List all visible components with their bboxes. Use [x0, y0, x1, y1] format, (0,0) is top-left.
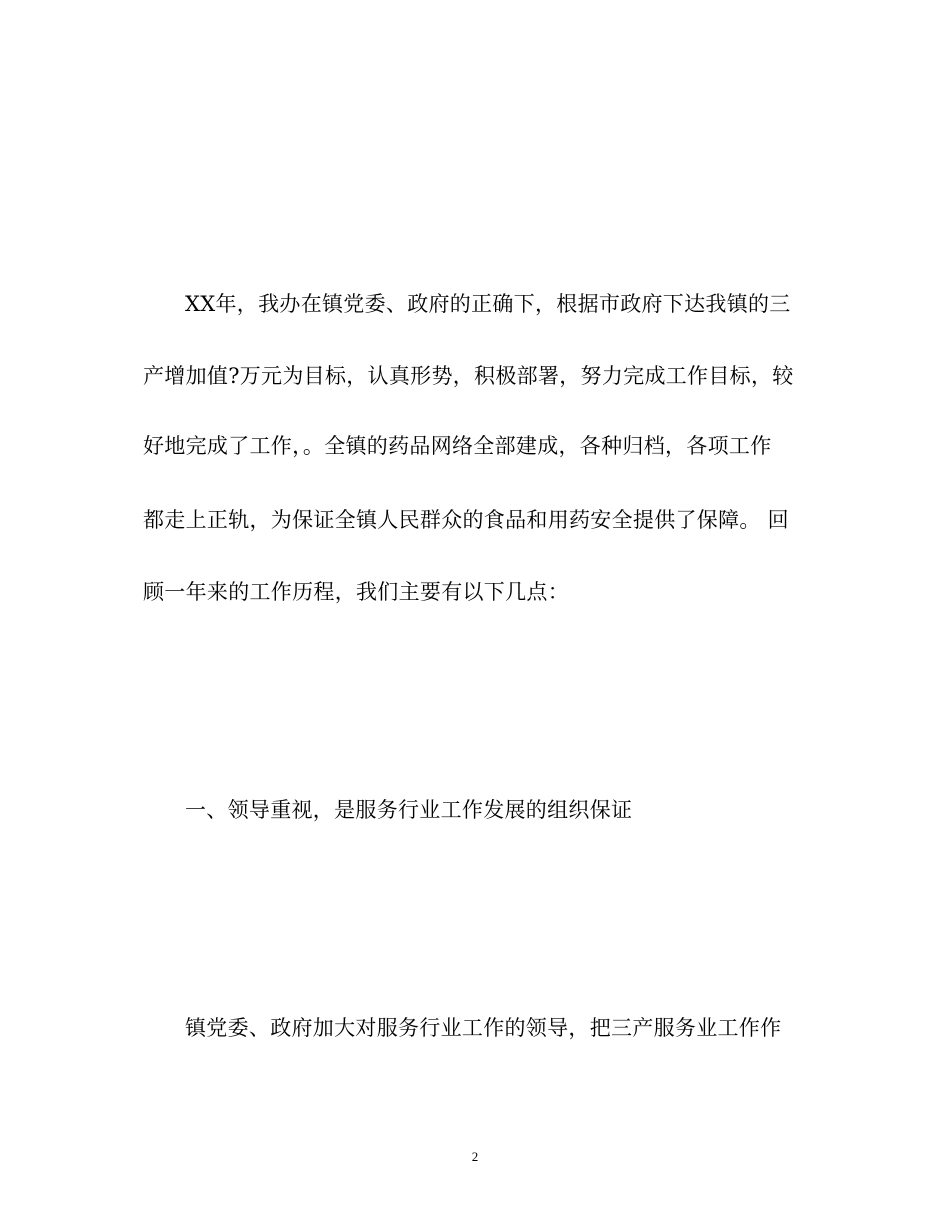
paragraph-1-line-1: XX年，我办在镇党委、政府的正确下，根据市政府下达我镇的三	[185, 292, 791, 316]
paragraph-1-line-4: 都走上正轨，为保证全镇人民群众的食品和用药安全提供了保障。 回	[143, 508, 789, 532]
section-heading-1: 一、领导重视，是服务行业工作发展的组织保证	[185, 798, 633, 822]
paragraph-1-line-2: 产增加值?万元为目标，认真形势，积极部署，努力完成工作目标，较	[143, 364, 794, 388]
paragraph-1-line-5: 顾一年来的工作历程，我们主要有以下几点：	[143, 580, 569, 604]
page-number: 2	[471, 1149, 479, 1164]
paragraph-1-line-3: 好地完成了工作，。全镇的药品网络全部建成，各种归档，各项工作	[143, 434, 772, 458]
paragraph-2-line-1: 镇党委、政府加大对服务行业工作的领导，把三产服务业工作作	[185, 1016, 782, 1040]
